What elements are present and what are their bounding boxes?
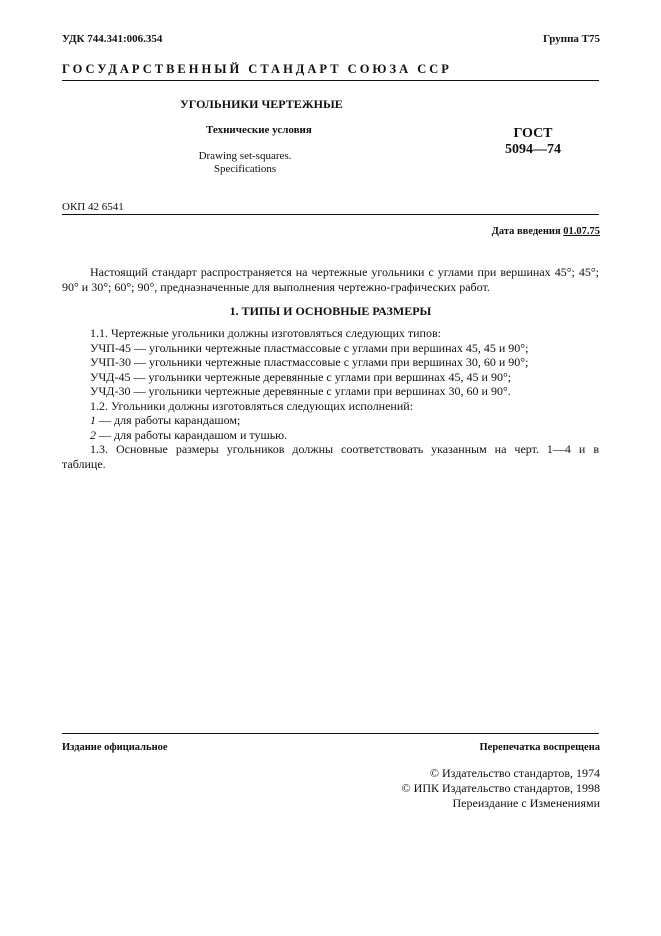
- copyright-block: [402, 766, 600, 811]
- type-item: УЧД-45 — угольники чертежные деревянные с углами при вершинах 45, 45 и 90°;: [90, 369, 512, 384]
- version-number: 1: [90, 413, 96, 427]
- gost-label: ГОСТ: [513, 126, 553, 141]
- version-item: [62, 428, 599, 443]
- english-subtitle: Specifications: [213, 163, 277, 175]
- footer-divider: [62, 733, 599, 734]
- document-title: УГОЛЬНИКИ ЧЕРТЕЖНЫЕ: [180, 97, 343, 111]
- clause-1-3-continuation: таблице.: [62, 456, 106, 471]
- type-item: УЧД-30 — угольники чертежные деревянные с углами при вершинах 30, 60 и 90°.: [90, 384, 511, 398]
- reprint-prohibited-note: Перепечатка воспрещена: [479, 742, 600, 753]
- version-text: — для работы карандашом и тушью.: [96, 427, 288, 442]
- introduction-date-value: 01.07.75: [563, 226, 600, 237]
- english-title: Drawing set-squares.: [198, 150, 292, 162]
- section-body: [62, 326, 599, 471]
- version-item: [62, 413, 599, 428]
- clause-1-1: 1.1. Чертежные угольники должны изготовляться следующих типов:: [90, 326, 441, 340]
- clause-1-3: 1.3. Основные размеры угольников должны соответствовать указанным на черт. 1—4 и в: [90, 442, 599, 456]
- introduction-date: [492, 226, 600, 237]
- type-item: УЧП-30 — угольники чертежные пластмассовые с углами при вершинах 30, 60 и 90°;: [90, 355, 529, 369]
- clause-1-2: 1.2. Угольники должны изготовляться следующих исполнений:: [90, 398, 414, 413]
- gost-designation: [500, 126, 566, 158]
- english-title-block: [190, 150, 300, 176]
- version-number: 2: [90, 427, 96, 442]
- introduction-date-label: Дата введения: [491, 226, 561, 237]
- reissue-note: Переиздание с Изменениями: [452, 796, 600, 810]
- copyright-1998: © ИПК Издательство стандартов, 1998: [401, 781, 600, 795]
- intro-paragraph: Настоящий стандарт распространяется на чертежные угольники с углами при вершинах 45°; 45°; 90° и 30°; 60°; 90°, предназначенные для выполнения чертежно-графических работ.: [62, 265, 599, 294]
- okp-divider: [62, 214, 599, 215]
- group-code: Группа Т75: [542, 33, 600, 45]
- gost-number: 5094—74: [505, 142, 561, 157]
- type-item: УЧП-45 — угольники чертежные пластмассовые с углами при вершинах 45, 45 и 90°;: [90, 340, 529, 355]
- copyright-1974: © Издательство стандартов, 1974: [429, 766, 600, 780]
- header-divider: [62, 80, 599, 81]
- okp-code: ОКП 42 6541: [62, 201, 124, 213]
- version-text: — для работы карандашом;: [96, 413, 241, 427]
- document-subtitle: Технические условия: [206, 124, 312, 136]
- official-edition-note: Издание официальное: [62, 742, 168, 753]
- section-heading: 1. ТИПЫ И ОСНОВНЫЕ РАЗМЕРЫ: [229, 304, 432, 318]
- udk-code: УДК 744.341:006.354: [62, 33, 163, 45]
- standard-type-banner: ГОСУДАРСТВЕННЫЙ СТАНДАРТ СОЮЗА ССР: [62, 62, 452, 76]
